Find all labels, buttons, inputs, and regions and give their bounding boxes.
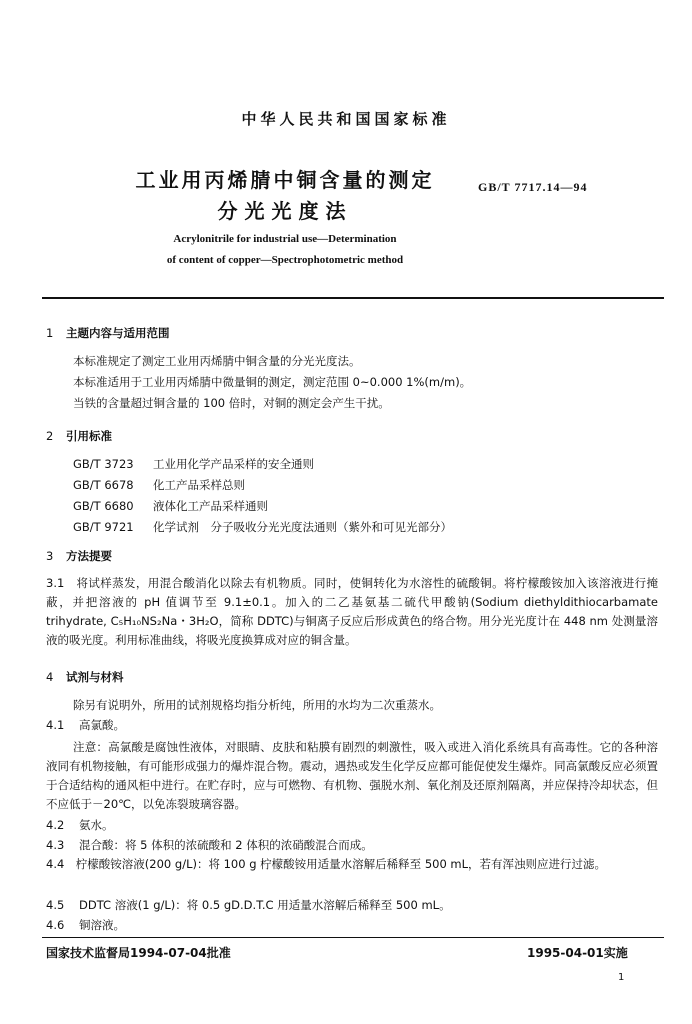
item-text: DDTC 溶液(1 g/L)：将 0.5 gD.D.T.C 用适量水溶解后稀释至 500 mL。: [79, 898, 451, 912]
standard-code: GB/T 7717.14—94: [478, 180, 588, 194]
section-2-number: 2: [46, 429, 54, 443]
item-text: 柠檬酸铵溶液(200 g/L)：将 100 g 柠檬酸铵用适量水溶解后稀释至 500 mL，若有浑浊则应进行过滤。: [75, 857, 607, 871]
page-number: 1: [618, 972, 625, 983]
header-divider: [42, 297, 664, 299]
item-number: 4.4: [46, 857, 65, 871]
section-3-title: 方法提要: [66, 549, 112, 563]
approval-date: 国家技术监督局1994-07-04批准: [46, 946, 231, 960]
reference-code: GB/T 3723: [73, 457, 134, 471]
section-1-title: 主题内容与适用范围: [66, 326, 170, 340]
item-text: 铜溶液。: [79, 918, 125, 932]
document-title-en-line2: of content of copper—Spectrophotometric method: [166, 254, 404, 266]
item-text: 氨水。: [79, 818, 114, 832]
item-text: 高氯酸。: [79, 718, 125, 732]
item-4-4-paragraph: [46, 855, 658, 874]
footer-divider: [42, 937, 664, 938]
section-1-number: 1: [46, 326, 54, 340]
item-number: 4.5: [46, 898, 65, 912]
reference-code: GB/T 6678: [73, 478, 134, 492]
reference-title: 工业用化学产品采样的安全通则: [153, 457, 314, 471]
section-3-1-number: 3.1: [46, 576, 65, 590]
perchloric-acid-caution: 注意：高氯酸是腐蚀性液体，对眼睛、皮肤和粘膜有剧烈的刺激性，吸入或进入消化系统具有高毒性。它的各种溶液同有机物接触，有可能形成强力的爆炸混合物。震动，遇热或发生化学反应都可能促使发生爆炸。同高氯酸反应必须置于合适结构的通风柜中进行。在贮存时，应与可燃物、有机物、强脱水剂、氧化剂及还原剂隔离，并应保持冷却状态，但不应低于－20℃，以免冻裂玻璃容器。: [46, 740, 658, 811]
item-number: 4.3: [46, 838, 65, 852]
section-3-1-paragraph: [46, 574, 658, 650]
section-1-paragraph: 本标准规定了测定工业用丙烯腈中铜含量的分光光度法。: [73, 354, 361, 368]
item-number: 4.6: [46, 918, 65, 932]
item-text: 混合酸：将 5 体积的浓硫酸和 2 体积的浓硝酸混合而成。: [79, 838, 373, 852]
item-number: 4.2: [46, 818, 65, 832]
section-4-number: 4: [46, 670, 54, 684]
section-1-paragraph: 当铁的含量超过铜含量的 100 倍时，对铜的测定会产生干扰。: [73, 396, 390, 410]
section-4-title: 试剂与材料: [66, 670, 124, 684]
item-number: 4.1: [46, 718, 65, 732]
effective-date: 1995-04-01实施: [527, 946, 628, 960]
section-3-1-text: 将试样蒸发，用混合酸消化以除去有机物质。同时，使铜转化为水溶性的硫酸铜。将柠檬酸铵加入该溶液进行掩蔽，并把溶液的 pH 值调节至 9.1±0.1。加入的二乙基氨基二硫代甲酸钠(Sodium diethyldithiocarbamate trihydrate, C₅H₁₀NS₂Na・3H₂O，简称 DDTC)与铜离子反应后形成黄色的络合物。用分光光度计在 448 nm 处测量溶液的吸光度。利用标准曲线，将吸光度换算成对应的铜含量。: [46, 576, 658, 647]
document-title-cn: 工业用丙烯腈中铜含量的测定: [135, 168, 435, 192]
document-title-en-line1: Acrylonitrile for industrial use—Determination: [173, 233, 397, 245]
reference-code: GB/T 6680: [73, 499, 134, 513]
reference-title: 化学试剂 分子吸收分光光度法通则（紫外和可见光部分）: [153, 520, 452, 534]
reference-title: 化工产品采样总则: [153, 478, 245, 492]
section-3-number: 3: [46, 549, 54, 563]
document-subtitle-cn: 分光光度法: [217, 199, 353, 223]
section-4-intro: 除另有说明外，所用的试剂规格均指分析纯，所用的水均为二次重蒸水。: [73, 698, 441, 712]
reference-title: 液体化工产品采样通则: [153, 499, 268, 513]
section-1-paragraph: 本标准适用于工业用丙烯腈中微量铜的测定，测定范围 0~0.000 1%(m/m)。: [73, 375, 472, 389]
standard-body-heading: 中华人民共和国国家标准: [241, 110, 451, 128]
reference-code: GB/T 9721: [73, 520, 134, 534]
section-2-title: 引用标准: [66, 429, 112, 443]
